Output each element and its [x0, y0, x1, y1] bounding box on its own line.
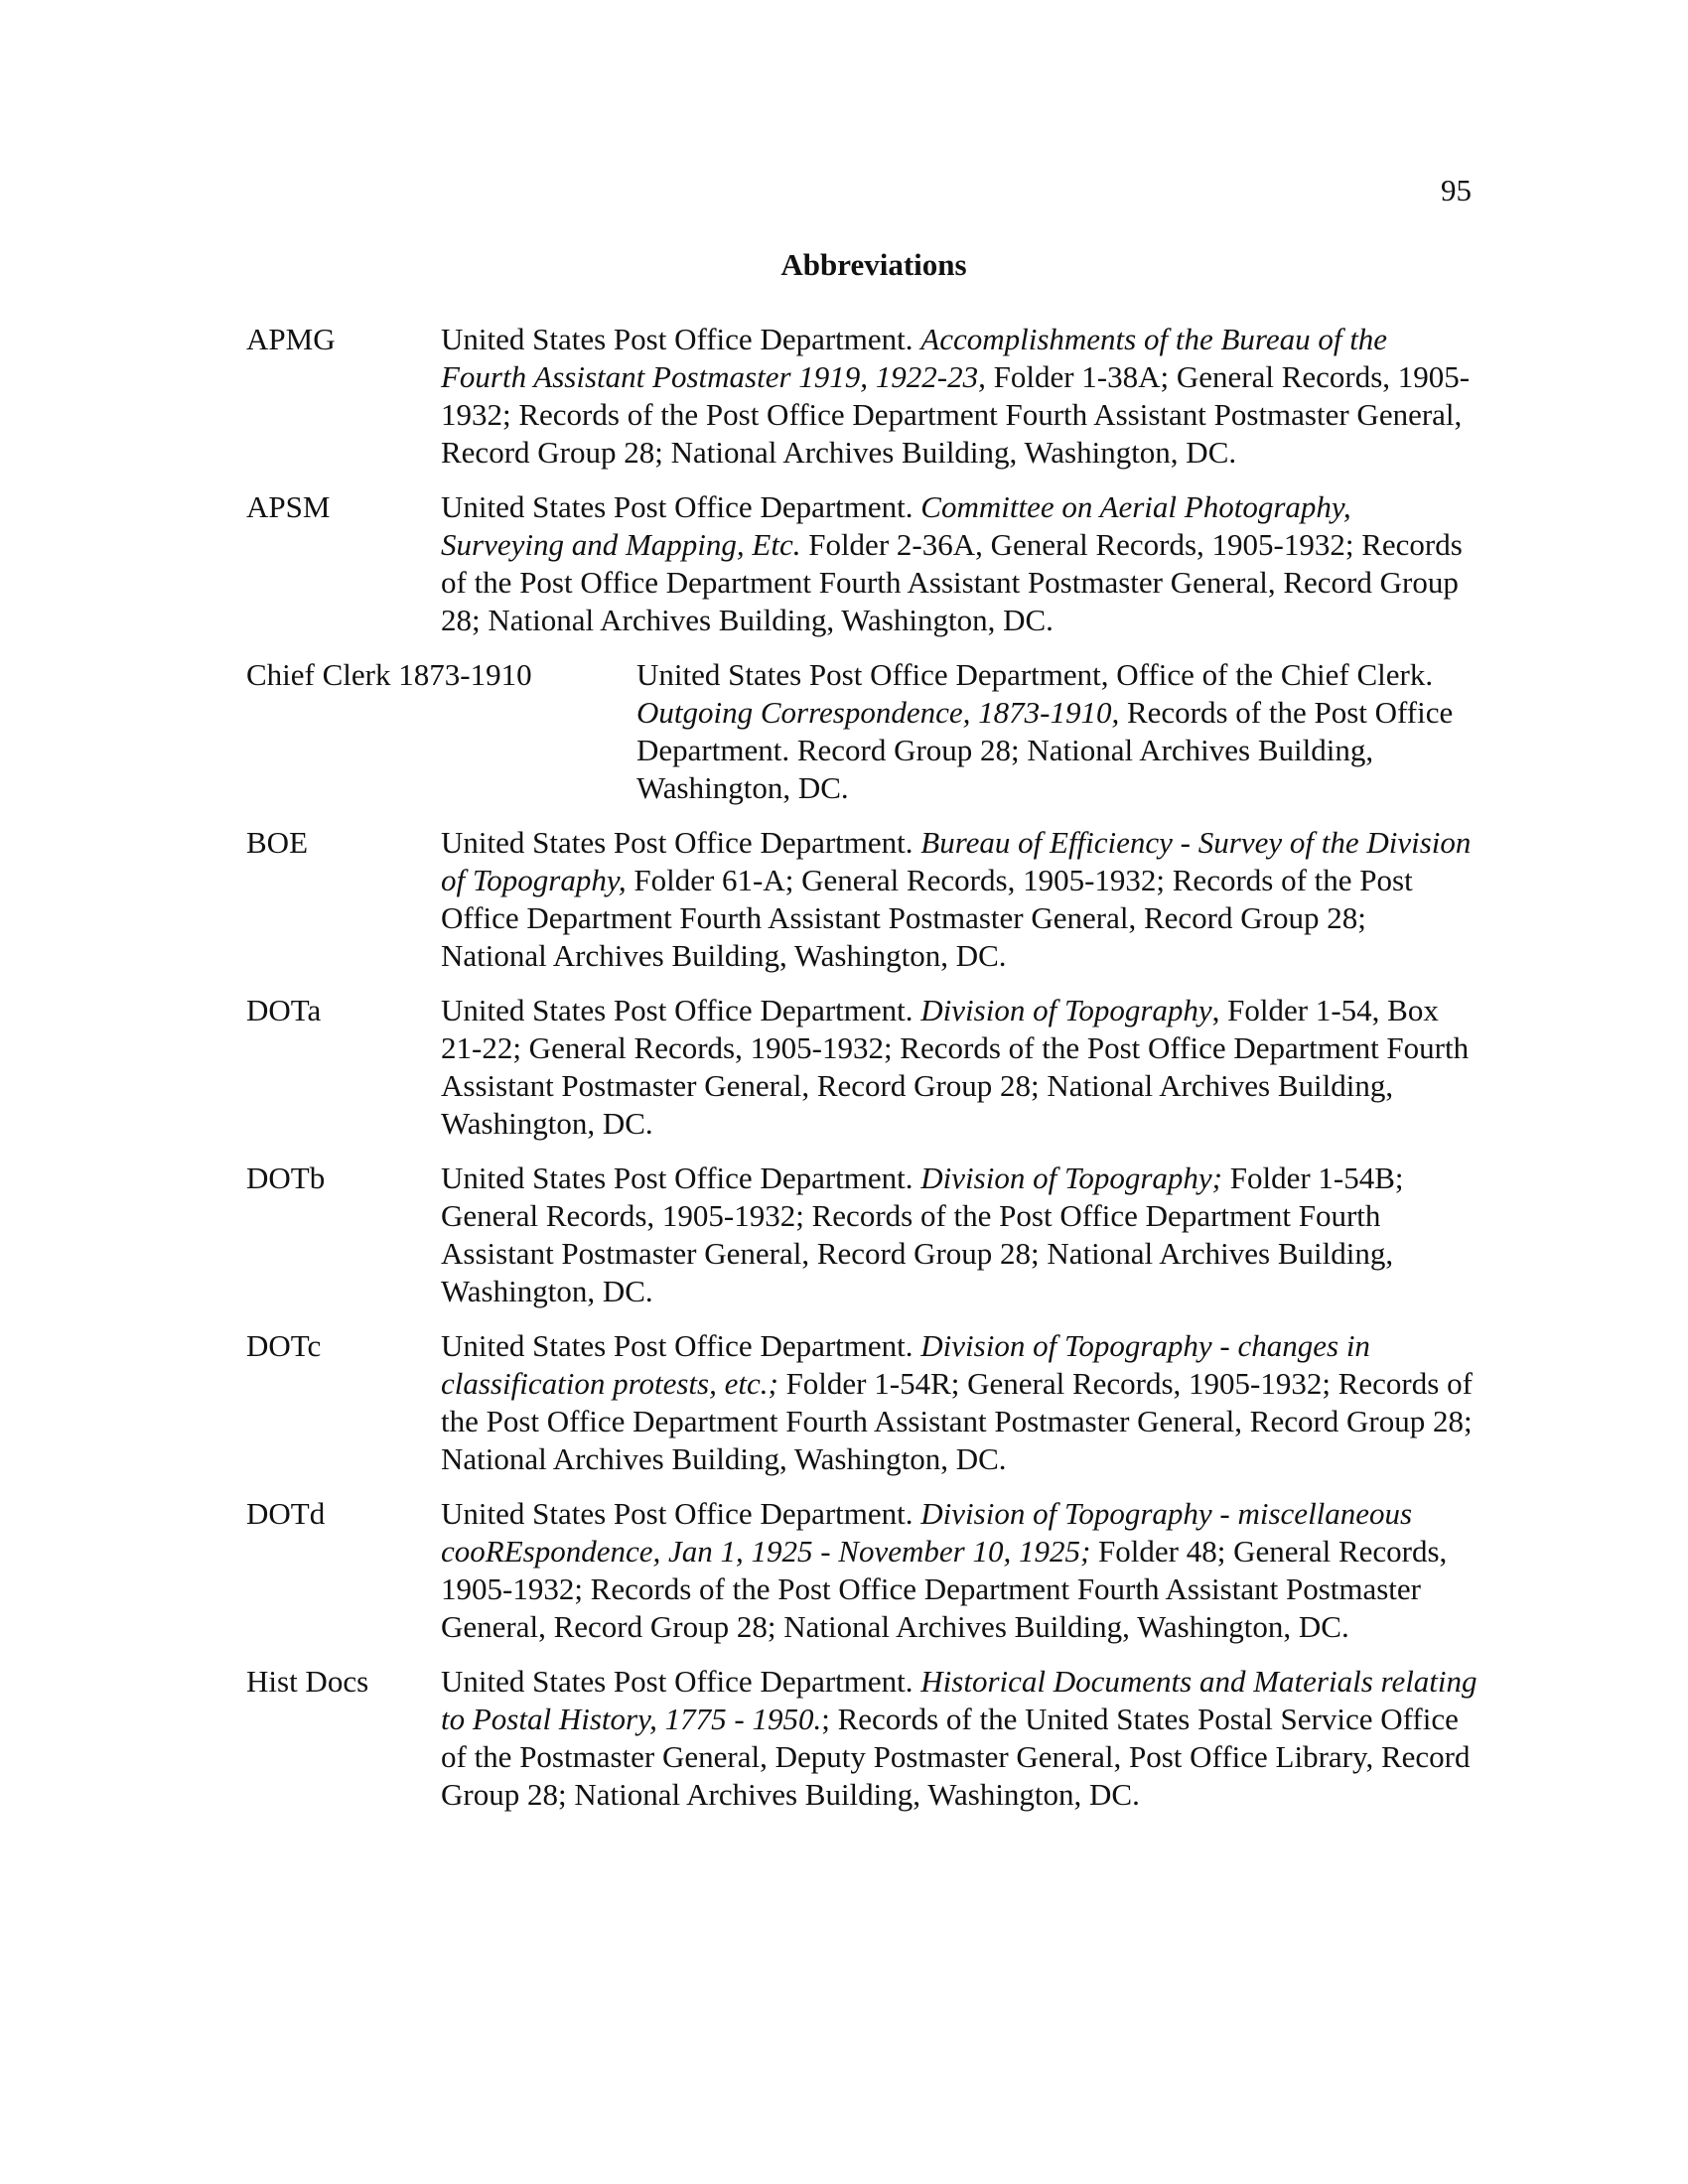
abbreviation-term: DOTa — [246, 993, 322, 1027]
abbreviation-term: APSM — [246, 489, 331, 524]
abbreviation-entry-dotc — [246, 1327, 1477, 1478]
page-number: 95 — [1441, 173, 1472, 207]
definition-title: Division of Topography; — [920, 1160, 1222, 1195]
abbreviation-term: DOTc — [246, 1328, 322, 1363]
definition-rest: Folder 1-54B; General Records, 1905-1932; Records of the Post Office Department Fourth Assistant Postmaster General, Record Group 28; National Archives Building, Washington, DC. — [441, 1160, 1404, 1308]
definition-title: Accomplishments of the Bureau of the Fourth Assistant Postmaster 1919, 1922-23, — [441, 322, 1388, 394]
abbreviation-term: Chief Clerk 1873-1910 — [246, 657, 532, 692]
definition-lead: United States Post Office Department. — [441, 1496, 921, 1531]
abbreviation-entry-apsm — [246, 488, 1477, 639]
abbreviation-entry-dotd — [246, 1495, 1477, 1646]
abbreviation-term: Hist Docs — [246, 1664, 369, 1699]
definition-title: Division of Topography — [920, 993, 1212, 1027]
abbreviation-term: BOE — [246, 825, 308, 860]
definition-rest: Folder 61-A; General Records, 1905-1932; Records of the Post Office Department Fourth Assistant Postmaster General, Record Group 28; National Archives Building, Washington, DC. — [441, 863, 1413, 973]
definition-lead: United States Post Office Department. — [441, 993, 921, 1027]
abbreviation-entry-chief-clerk — [246, 656, 1477, 807]
definition-title: Division of Topography - changes in classification protests, etc.; — [441, 1328, 1370, 1401]
definition-rest: ; Records of the United States Postal Service Office of the Postmaster General, Deputy Postmaster General, Post Office Library, Record Group 28; National Archives Building, Washington, DC. — [441, 1702, 1471, 1812]
abbreviation-definition — [441, 1160, 1477, 1310]
definition-lead: United States Post Office Department. — [441, 489, 921, 524]
definition-lead: United States Post Office Department. — [441, 825, 921, 860]
abbreviation-entry-dota — [246, 992, 1477, 1143]
abbreviation-definition — [441, 488, 1477, 639]
definition-rest: Records of the Post Office Department. Record Group 28; National Archives Building, Washington, DC. — [636, 695, 1454, 805]
definition-title: Outgoing Correspondence, 1873-1910, — [636, 695, 1120, 730]
definition-lead: United States Post Office Department, Office of the Chief Clerk. — [636, 657, 1434, 692]
abbreviation-entry-apmg — [246, 321, 1477, 472]
abbreviation-definition — [636, 656, 1477, 807]
abbreviation-definition — [441, 1663, 1477, 1814]
abbreviation-definition — [441, 1495, 1477, 1646]
abbreviations-list — [246, 321, 1477, 1831]
abbreviation-definition — [441, 321, 1477, 472]
definition-lead: United States Post Office Department. — [441, 1664, 921, 1699]
abbreviation-entry-dotb — [246, 1160, 1477, 1310]
abbreviation-term: APMG — [246, 322, 336, 356]
definition-title: Bureau of Efficiency - Survey of the Division of Topography, — [441, 825, 1472, 897]
definition-rest: , Folder 1-54, Box 21-22; General Records, 1905-1932; Records of the Post Office Department Fourth Assistant Postmaster General, Record Group 28; National Archives Building, Washington, DC. — [441, 993, 1470, 1141]
definition-title: Committee on Aerial Photography, Surveying and Mapping, Etc. — [441, 489, 1351, 562]
definition-rest: Folder 48; General Records, 1905-1932; Records of the Post Office Department Fourth Assistant Postmaster General, Record Group 28; National Archives Building, Washington, DC. — [441, 1534, 1448, 1644]
abbreviation-entry-boe — [246, 824, 1477, 975]
abbreviation-definition — [441, 1327, 1477, 1478]
definition-rest: Folder 1-38A; General Records, 1905-1932; Records of the Post Office Department Fourth Assistant Postmaster General, Record Group 28; National Archives Building, Washington, DC. — [441, 359, 1471, 470]
definition-lead: United States Post Office Department. — [441, 322, 921, 356]
abbreviation-term: DOTb — [246, 1160, 326, 1195]
abbreviation-term: DOTd — [246, 1496, 326, 1531]
definition-title: Division of Topography - miscellaneous cooREspondence, Jan 1, 1925 - November 10, 1925; — [441, 1496, 1413, 1569]
abbreviation-definition — [441, 992, 1477, 1143]
page-title: Abbreviations — [780, 247, 967, 282]
abbreviation-entry-hist-docs — [246, 1663, 1477, 1814]
definition-rest: Folder 1-54R; General Records, 1905-1932; Records of the Post Office Department Fourth Assistant Postmaster General, Record Group 28; National Archives Building, Washington, DC. — [441, 1366, 1473, 1476]
definition-rest: Folder 2-36A, General Records, 1905-1932; Records of the Post Office Department Fourth Assistant Postmaster General, Record Group 28; National Archives Building, Washington, DC. — [441, 527, 1463, 637]
definition-lead: United States Post Office Department. — [441, 1160, 921, 1195]
definition-lead: United States Post Office Department. — [441, 1328, 921, 1363]
definition-title: Historical Documents and Materials relating to Postal History, 1775 - 1950. — [441, 1664, 1477, 1736]
abbreviation-definition — [441, 824, 1477, 975]
